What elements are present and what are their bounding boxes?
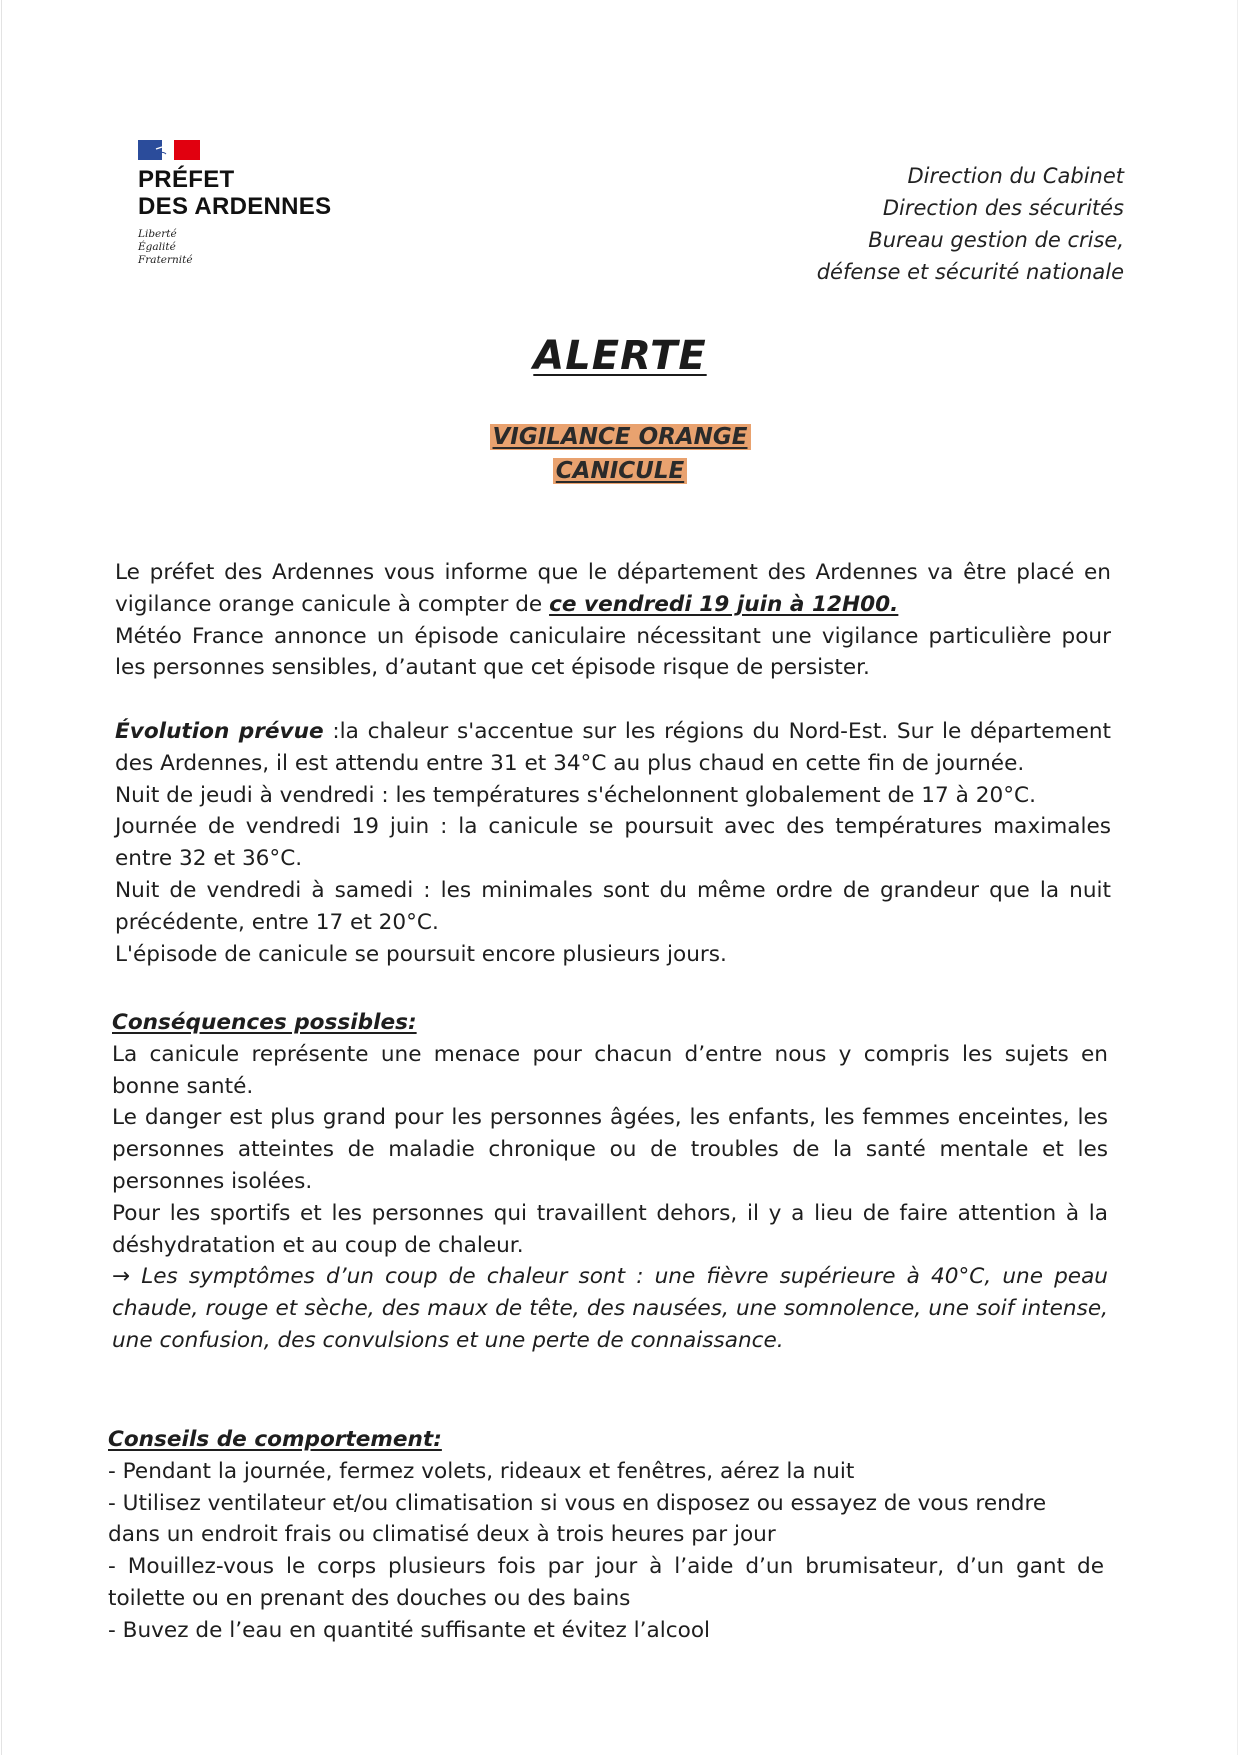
conseil-item: - Mouillez-vous le corps plusieurs fois par jour à l’aide d’un brumisateur, d’un gant de toilette ou en prenant des douches ou des bains [108, 1554, 1104, 1611]
page-edge-right [1237, 0, 1238, 1755]
conseils-section [108, 1424, 1104, 1647]
conseil-item: - Utilisez ventilateur et/ou climatisation si vous en disposez ou essayez de vous rendre [108, 1490, 1047, 1516]
alert-title-text: ALERTE [533, 333, 707, 379]
evolution-line: Journée de vendredi 19 juin : la canicule se poursuit avec des températures maximales entre 32 et 36°C. [115, 814, 1111, 872]
conseils-heading: Conseils de comportement: [108, 1427, 442, 1452]
logo-line-ardennes: DES ARDENNES [138, 193, 332, 220]
prefecture-logo [138, 140, 331, 267]
logo-line-prefet: PRÉFET [138, 166, 235, 193]
consequences-heading: Conséquences possibles: [112, 1010, 417, 1035]
evolution-text: :la chaleur s'accentue sur les régions du Nord-Est. Sur le département des Ardennes, il est attendu entre 31 et 34°C au plus chaud en cette fin de journée. [115, 719, 1112, 776]
issuing-services [817, 160, 1124, 288]
vigilance-type: CANICULE [553, 458, 687, 484]
marianne-flag-icon [138, 140, 200, 162]
conseil-item: - Buvez de l’eau en quantité suffisante et évitez l’alcool [108, 1617, 711, 1643]
consequence-line: La canicule représente une menace pour chacun d’entre nous y compris les sujets en bonne santé. [112, 1041, 1108, 1099]
conseil-item: dans un endroit frais ou climatisé deux à trois heures par jour [108, 1522, 776, 1548]
alert-start-date: ce vendredi 19 juin à 12H00. [549, 591, 899, 617]
evolution-line: L'épisode de canicule se poursuit encore plusieurs jours. [115, 941, 727, 967]
service-line: Direction des sécurités [882, 196, 1124, 220]
symptoms-paragraph: → Les symptômes d’un coup de chaleur sont : une fièvre supérieure à 40°C, une peau chaude, rouge et sèche, des maux de tête, des nausées, une somnolence, une soif intense, une confusion, des convulsions et une perte de connaissance. [112, 1264, 1108, 1353]
conseil-item: - Pendant la journée, fermez volets, rideaux et fenêtres, aérez la nuit [108, 1458, 855, 1484]
republic-motto [138, 228, 331, 267]
evolution-section [115, 716, 1111, 970]
evolution-line: Nuit de jeudi à vendredi : les températures s'échelonnent globalement de 17 à 20°C. [115, 782, 1036, 808]
vigilance-level: VIGILANCE ORANGE [490, 424, 751, 450]
page-edge-left [1, 0, 2, 1755]
evolution-label: Évolution prévue [115, 719, 324, 744]
motto-egalite: Égalité [138, 241, 176, 253]
service-line: Direction du Cabinet [907, 164, 1124, 188]
consequences-section [112, 1007, 1108, 1357]
service-line: Bureau gestion de crise, [868, 228, 1124, 252]
intro-text: Le préfet des Ardennes vous informe que le département des Ardennes va être placé en vigilance orange canicule à compter de [115, 560, 1111, 617]
vigilance-banner [0, 420, 1240, 488]
consequence-line: Le danger est plus grand pour les personnes âgées, les enfants, les femmes enceintes, les personnes atteintes de maladie chronique ou de troubles de la santé mentale et les personnes isolées. [112, 1105, 1108, 1194]
evolution-paragraph [115, 716, 1111, 780]
consequence-line: Pour les sportifs et les personnes qui travaillent dehors, il y a lieu de faire attention à la déshydratation et au coup de chaleur. [112, 1200, 1108, 1258]
intro-section [115, 557, 1111, 684]
service-line: défense et sécurité nationale [816, 260, 1124, 284]
evolution-line: Nuit de vendredi à samedi : les minimales sont du même ordre de grandeur que la nuit précédente, entre 17 et 20°C. [115, 877, 1111, 935]
motto-liberte: Liberté [138, 228, 177, 240]
intro-paragraph [115, 557, 1111, 621]
motto-fraternite: Fraternité [138, 254, 193, 266]
alert-title [0, 333, 1240, 379]
meteo-paragraph: Météo France annonce un épisode caniculaire nécessitant une vigilance particulière pour les personnes sensibles, d’autant que cet épisode risque de persister. [115, 623, 1111, 681]
